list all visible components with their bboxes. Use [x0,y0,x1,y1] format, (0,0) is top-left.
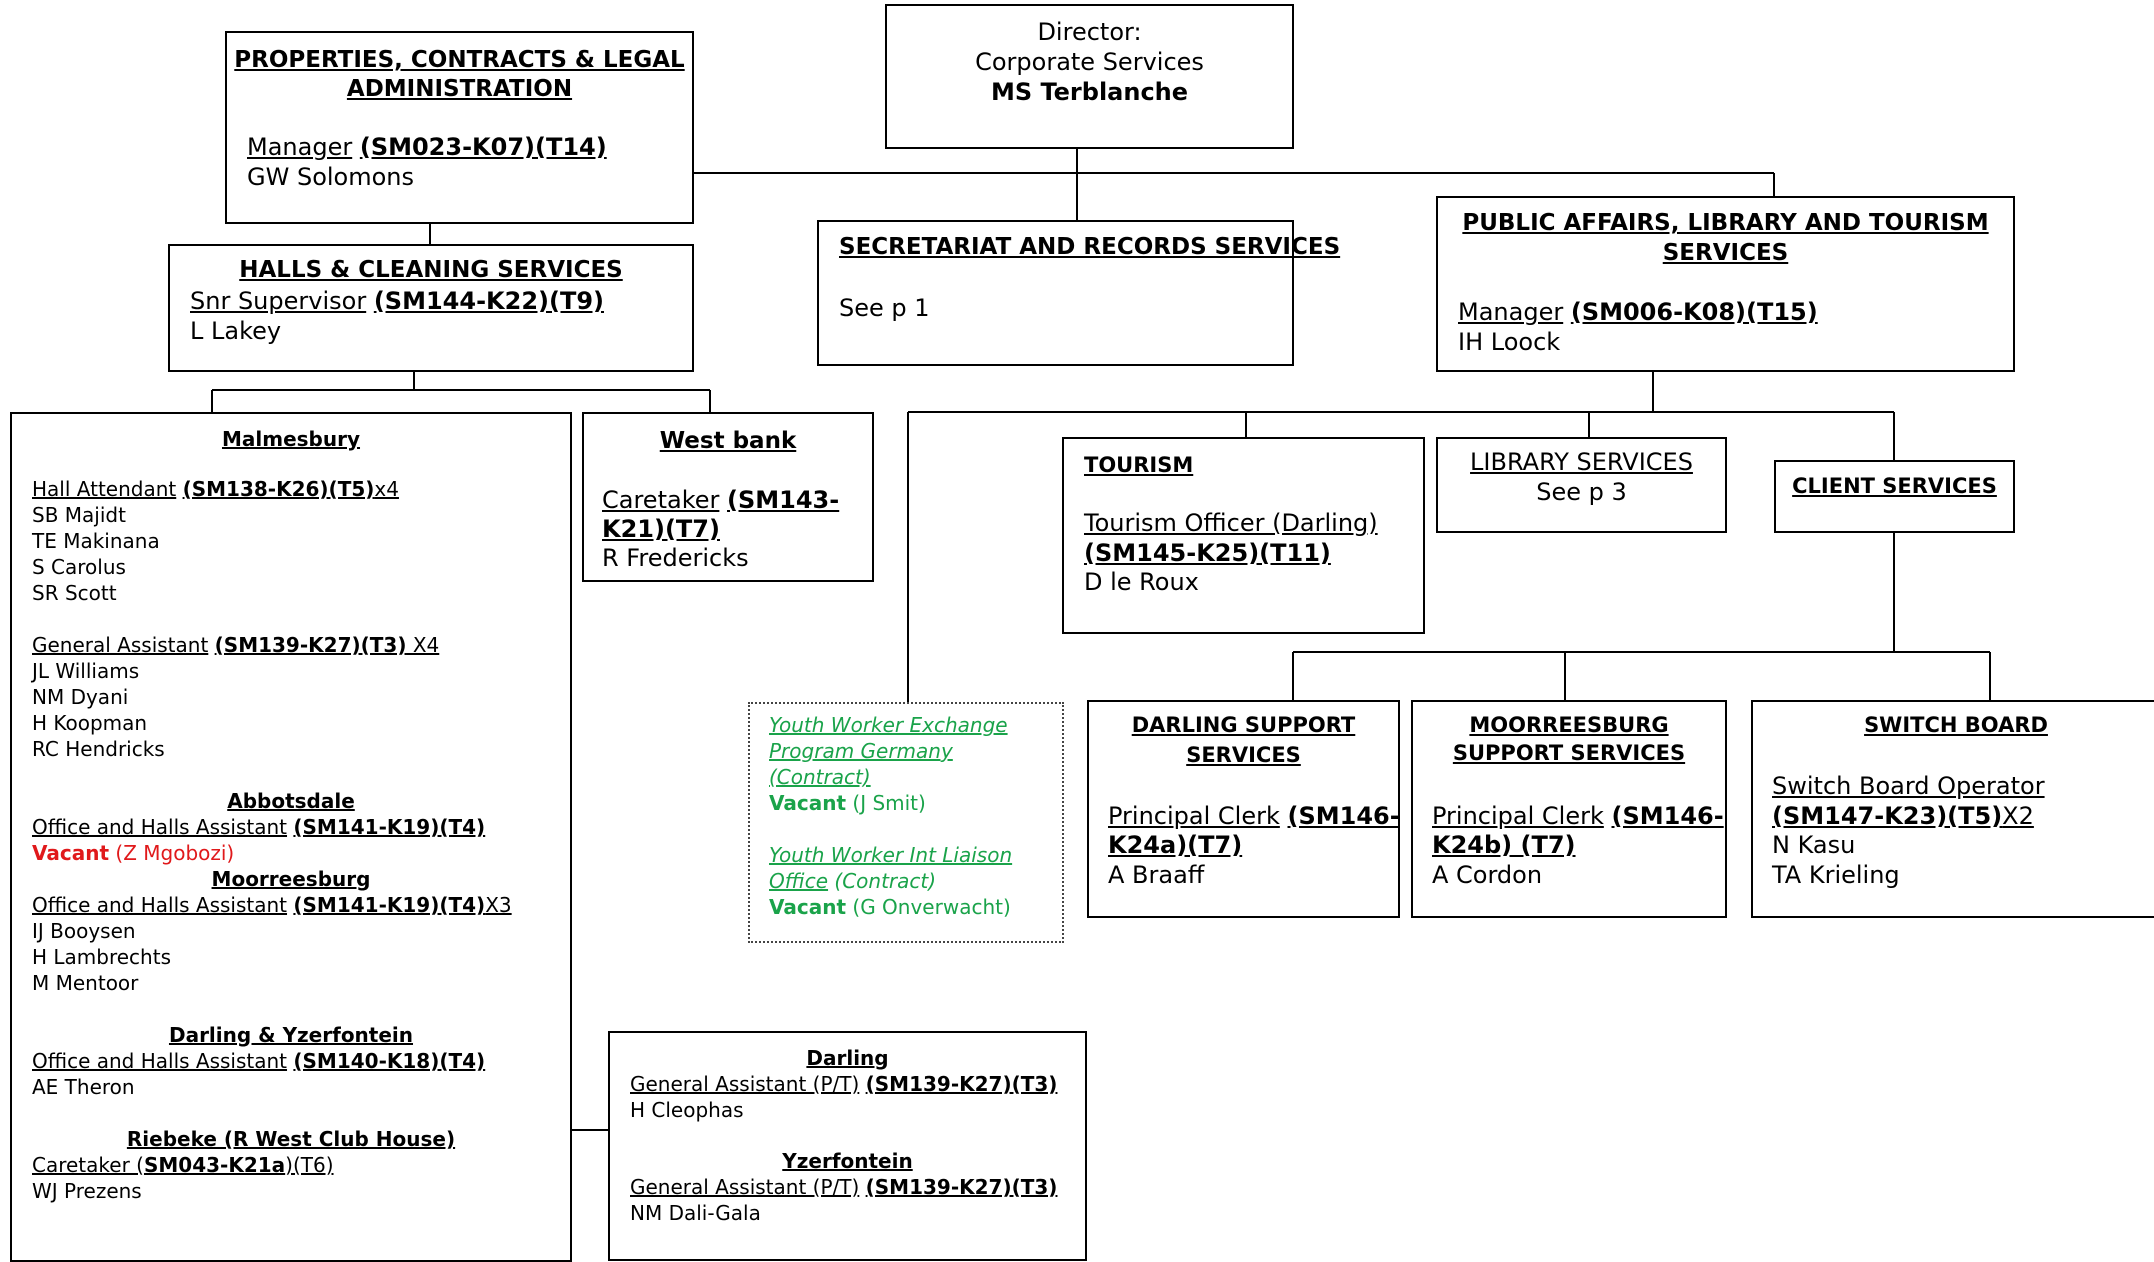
public-affairs-manager-name: IH Loock [1458,328,1561,356]
moorreesburg-support-code-2: K24b) (T7) [1432,831,1576,859]
public-affairs-role-line [1458,300,1818,324]
moorreesburg-halls-name: IJ Booysen [32,919,136,943]
hall-attendant-name: SB Majidt [32,503,126,527]
moorreesburg-halls-code: (SM141-K19)(T4) [293,893,486,917]
darling-sub-name: H Cleophas [630,1098,744,1122]
youth-liaison-role-3: (Contract) [834,869,937,893]
darling-support-role: Principal Clerk [1108,802,1280,830]
riebeke-role-pre: Caretaker ( [32,1153,144,1177]
yzer-sub-role-line [630,1177,1057,1197]
youth-liaison-vacant: Vacant [769,895,847,919]
westbank-title: West bank [659,428,797,454]
moorreesburg-halls-title: Moorreesburg [211,867,371,891]
darling-support-title-2: SERVICES [1186,743,1301,767]
halls-title: HALLS & CLEANING SERVICES [239,257,623,283]
yzer-sub-name: NM Dali-Gala [630,1201,761,1225]
properties-title-2: ADMINISTRATION [346,76,573,102]
moorreesburg-support-box [1411,700,1727,918]
director-name: MS Terblanche [990,78,1189,106]
darling-support-title-1: DARLING SUPPORT [1131,713,1356,737]
westbank-box [582,412,874,582]
abbotsdale-code: (SM141-K19)(T4) [293,815,486,839]
library-ref: See p 3 [1536,478,1627,506]
abbotsdale-vacant-line [32,843,234,863]
darling-yzer-code: (SM140-K18)(T4) [293,1049,486,1073]
abbotsdale-vacant: Vacant [32,841,110,865]
library-title: LIBRARY SERVICES [1470,448,1693,476]
youth-exchange-vacant-note: (J Smit) [852,791,926,815]
director-label: Director: [1037,18,1142,46]
public-affairs-role: Manager [1458,298,1564,326]
darling-sub-role: General Assistant (P/T) [630,1072,860,1096]
general-assistant-count: X4 [406,633,440,657]
secretariat-box [817,220,1341,366]
westbank-role: Caretaker [602,486,720,514]
tourism-title: TOURISM [1084,453,1194,477]
director-department: Corporate Services [975,48,1204,76]
abbotsdale-title: Abbotsdale [227,789,355,813]
halls-code: (SM144-K22)(T9) [373,287,604,315]
darling-support-role-line [1108,804,1400,828]
tourism-code: (SM145-K25)(T11) [1084,539,1331,567]
moorreesburg-support-role: Principal Clerk [1432,802,1604,830]
general-assistant-line [32,635,439,655]
riebeke-role-post: )(T6) [285,1153,334,1177]
riebeke-title: Riebeke (R West Club House) [126,1127,456,1151]
general-assistant-name: NM Dyani [32,685,129,709]
darling-yzer-role: Office and Halls Assistant [32,1049,288,1073]
hall-attendant-name: TE Makinana [32,529,160,553]
darling-yzerfontein-box [608,1031,1087,1261]
westbank-code-1: (SM143- [727,486,840,514]
youth-liaison-role-1: Youth Worker Int Liaison [769,843,1013,867]
moorreesburg-support-title-2: SUPPORT SERVICES [1452,741,1686,765]
yzer-sub-role: General Assistant (P/T) [630,1175,860,1199]
riebeke-code: SM043-K21a [143,1153,286,1177]
darling-yzer-title: Darling & Yzerfontein [168,1023,414,1047]
abbotsdale-role: Office and Halls Assistant [32,815,288,839]
darling-yzer-name: AE Theron [32,1075,135,1099]
switchboard-title: SWITCH BOARD [1864,713,2048,737]
youth-exchange-role-2: Program Germany [769,739,953,763]
general-assistant-name: JL Williams [32,659,140,683]
tourism-role: Tourism Officer (Darling) [1084,509,1378,537]
moorreesburg-halls-name: H Lambrechts [32,945,171,969]
westbank-role-line [602,488,839,512]
client-services-title: CLIENT SERVICES [1792,474,1997,498]
switchboard-name: TA Krieling [1772,861,1900,889]
youth-exchange-vacant: Vacant [769,791,847,815]
malmesbury-box [10,412,572,1262]
secretariat-title: SECRETARIAT AND RECORDS SERVICES [839,234,1341,260]
youth-liaison-role-2-line [769,871,936,891]
halls-box [168,244,694,372]
switchboard-code-line [1772,804,2034,828]
youth-exchange-role-1: Youth Worker Exchange [769,713,1008,737]
halls-role-line [190,289,604,313]
darling-sub-role-line [630,1074,1057,1094]
youth-liaison-role-2: Office [769,869,829,893]
switchboard-box [1751,700,2154,918]
moorreesburg-support-code-1: (SM146- [1611,802,1724,830]
darling-yzer-role-line [32,1051,485,1071]
halls-supervisor-name: L Lakey [190,317,282,345]
moorreesburg-support-title-1: MOORREESBURG [1469,713,1669,737]
library-box [1436,437,1727,533]
hall-attendant-line [32,479,399,499]
youth-exchange-vacant-line [769,793,926,813]
moorreesburg-halls-role-line [32,895,512,915]
public-affairs-title-2: SERVICES [1662,240,1789,266]
yzer-sub-title: Yzerfontein [782,1149,913,1173]
westbank-code-2: K21)(T7) [602,515,720,543]
switchboard-code: (SM147-K23)(T5) [1772,802,2003,830]
moorreesburg-halls-role: Office and Halls Assistant [32,893,288,917]
switchboard-role: Switch Board Operator [1772,772,2045,800]
tourism-box [1062,437,1425,634]
moorreesburg-halls-name: M Mentoor [32,971,139,995]
darling-sub-code: (SM139-K27)(T3) [865,1072,1058,1096]
youth-exchange-role-3: (Contract) [769,765,871,789]
youth-liaison-vacant-note: (G Onverwacht) [852,895,1011,919]
director-box [885,4,1294,149]
hall-attendant-code: (SM138-K26)(T5) [182,477,375,501]
general-assistant-code: (SM139-K27)(T3) [214,633,407,657]
properties-title-1: PROPERTIES, CONTRACTS & LEGAL [234,47,685,73]
public-affairs-box [1436,196,2015,372]
moorreesburg-support-role-line [1432,804,1724,828]
general-assistant-name: H Koopman [32,711,148,735]
tourism-name: D le Roux [1084,568,1199,596]
hall-attendant-name: SR Scott [32,581,117,605]
general-assistant-name: RC Hendricks [32,737,165,761]
public-affairs-title-1: PUBLIC AFFAIRS, LIBRARY AND TOURISM [1462,210,1989,236]
darling-support-box [1087,700,1400,918]
properties-role: Manager [247,133,353,161]
secretariat-ref: See p 1 [839,294,930,322]
halls-role: Snr Supervisor [190,287,367,315]
properties-code: (SM023-K07)(T14) [359,133,607,161]
riebeke-role-line [32,1155,334,1175]
hall-attendant-name: S Carolus [32,555,126,579]
hall-attendant-role: Hall Attendant [32,477,177,501]
switchboard-count: X2 [2002,802,2034,830]
darling-sub-title: Darling [806,1046,889,1070]
properties-manager-name: GW Solomons [247,163,415,191]
client-services-box [1774,460,2015,533]
malmesbury-title: Malmesbury [221,427,361,451]
yzer-sub-code: (SM139-K27)(T3) [865,1175,1058,1199]
riebeke-name: WJ Prezens [32,1179,142,1203]
general-assistant-role: General Assistant [32,633,209,657]
darling-support-code-1: (SM146- [1287,802,1400,830]
westbank-name: R Fredericks [602,544,749,572]
moorreesburg-support-name: A Cordon [1432,861,1543,889]
abbotsdale-role-line [32,817,485,837]
hall-attendant-count: x4 [374,477,399,501]
youth-liaison-vacant-line [769,897,1011,917]
youth-worker-box [748,702,1064,943]
abbotsdale-vacant-note: (Z Mgobozi) [115,841,235,865]
properties-role-line [247,135,607,159]
moorreesburg-halls-count: X3 [485,893,512,917]
darling-support-name: A Braaff [1108,861,1205,889]
switchboard-name: N Kasu [1772,831,1856,859]
darling-support-code-2: K24a)(T7) [1108,831,1243,859]
public-affairs-code: (SM006-K08)(T15) [1570,298,1818,326]
properties-box [225,31,694,224]
